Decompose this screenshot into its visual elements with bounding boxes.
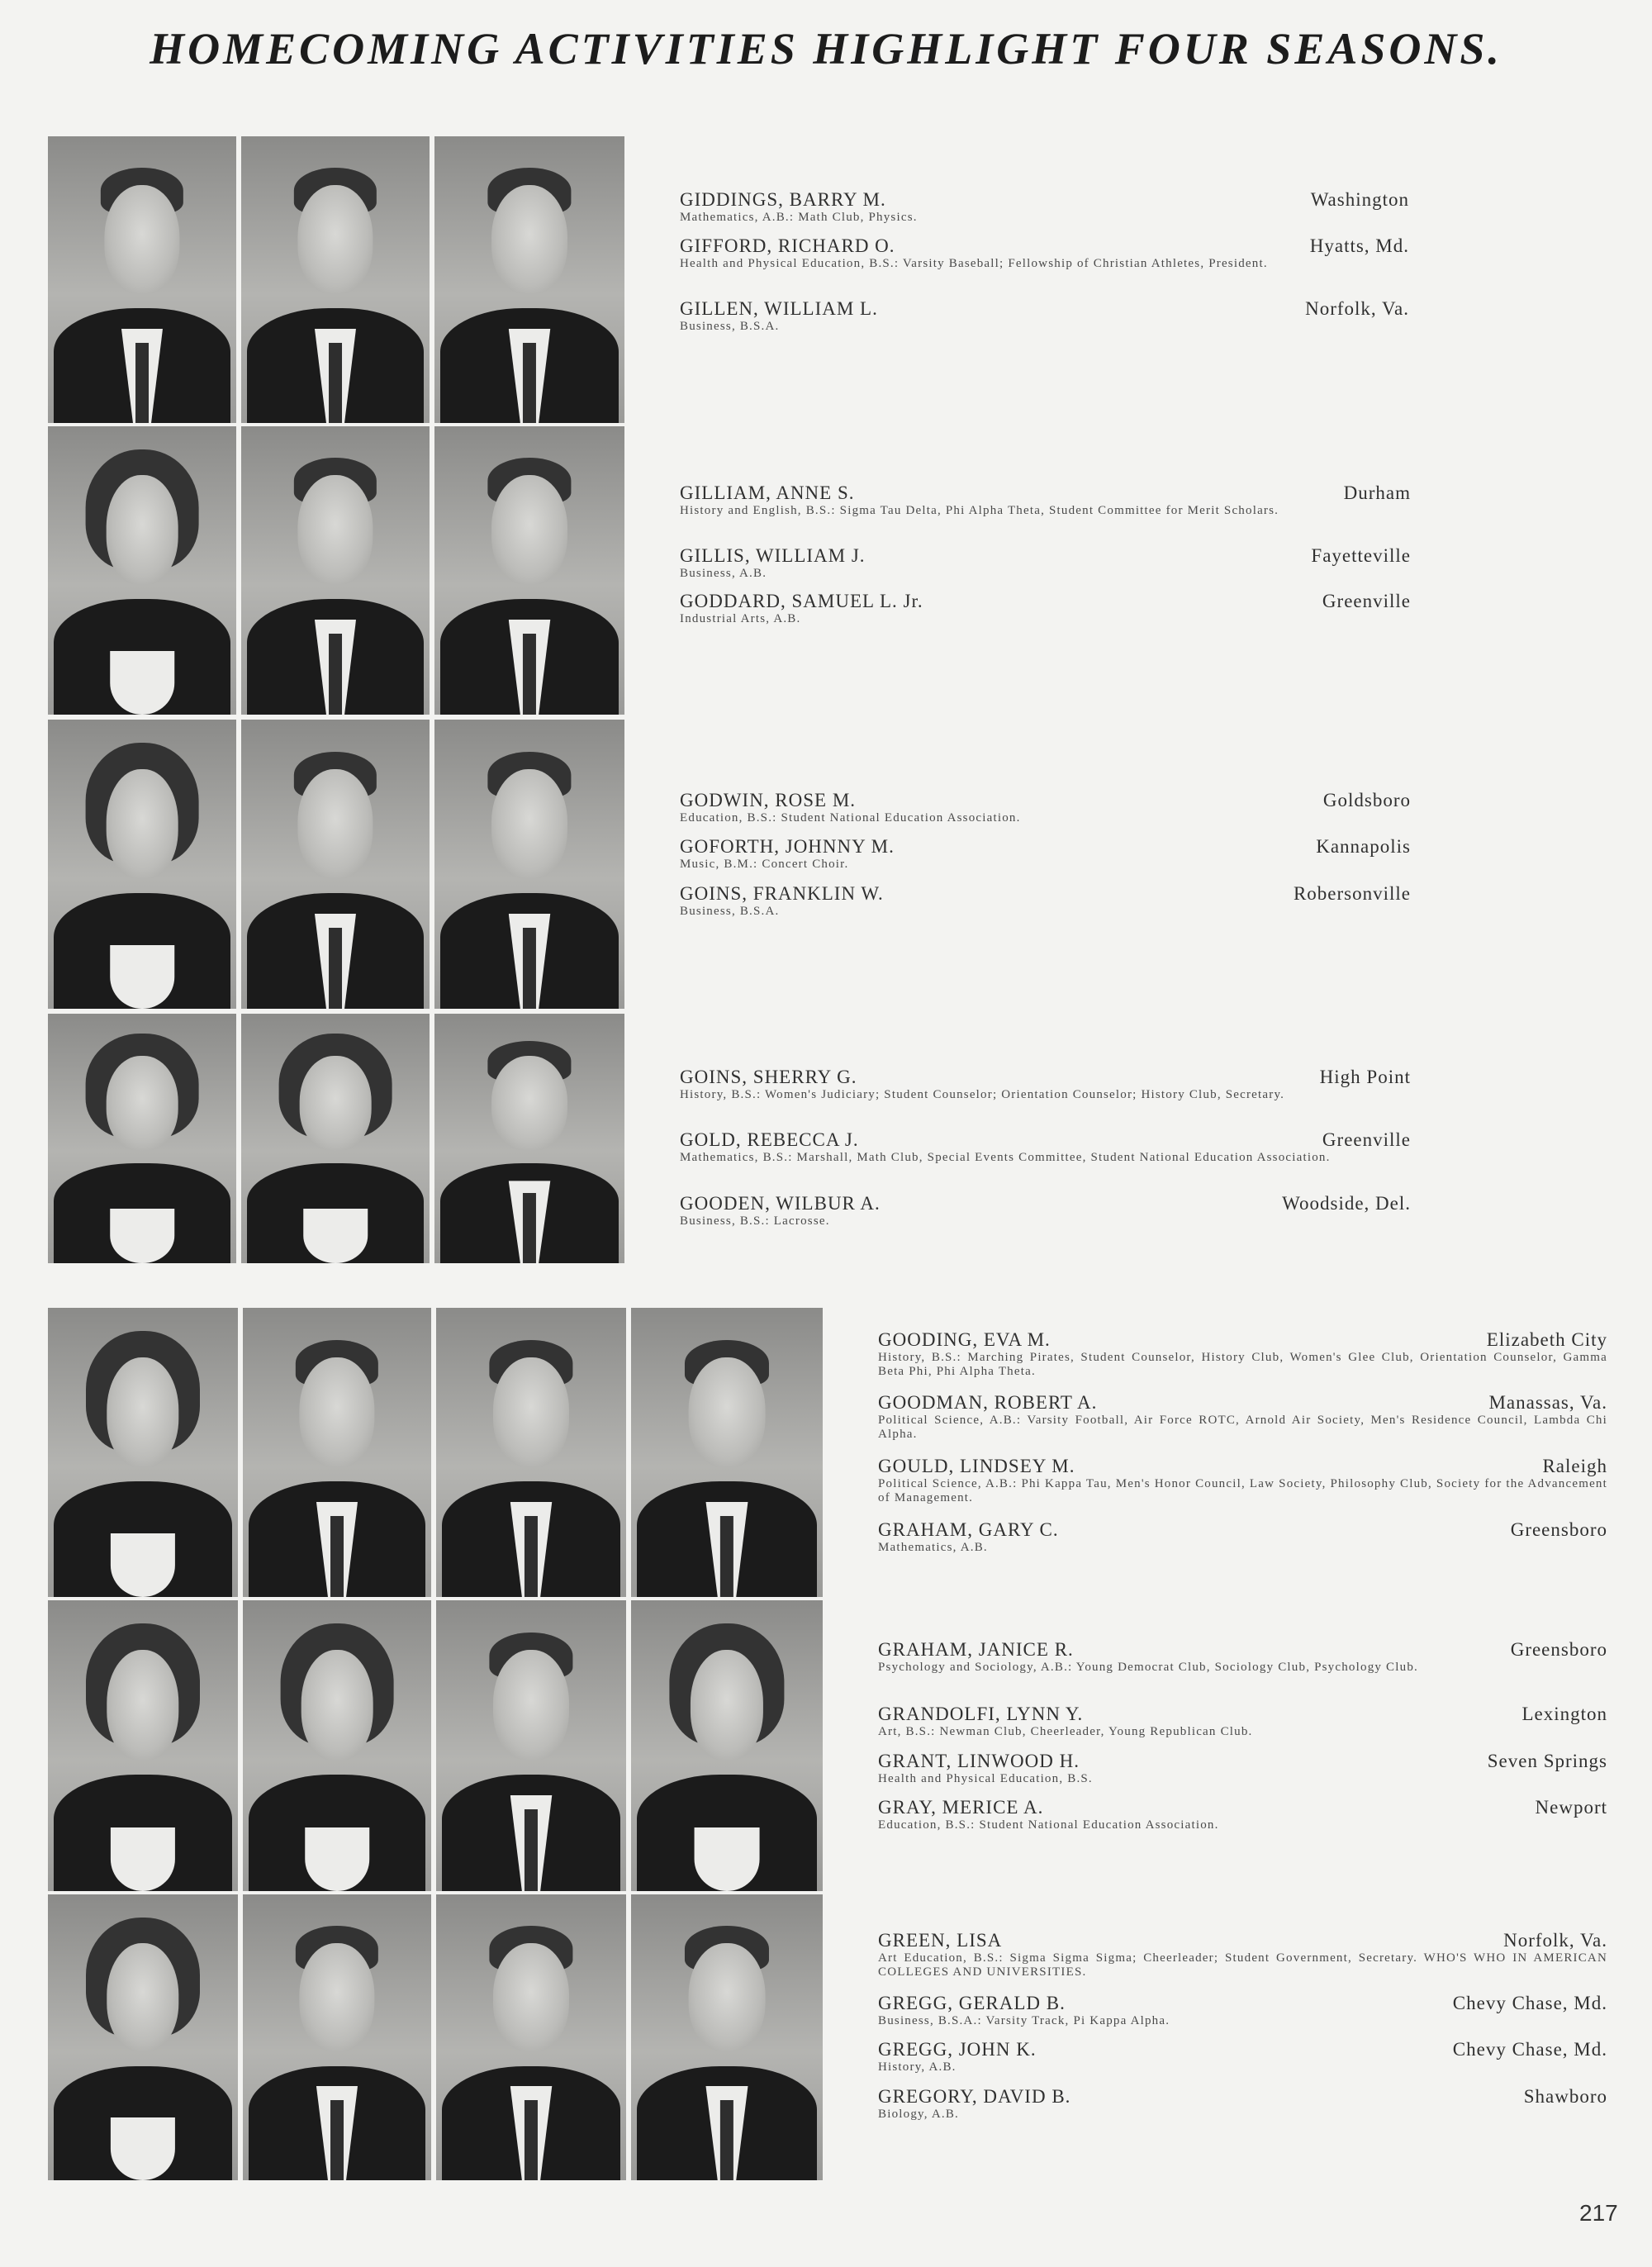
student-name: GREEN, LISA bbox=[878, 1930, 1003, 1951]
portrait-photo bbox=[243, 1308, 431, 1597]
student-name: GOINS, SHERRY G. bbox=[680, 1067, 857, 1087]
portrait-photo bbox=[434, 720, 624, 1009]
student-entry bbox=[878, 1703, 1607, 1742]
student-hometown: Seven Springs bbox=[1487, 1751, 1607, 1771]
student-hometown: Greensboro bbox=[1510, 1639, 1607, 1660]
student-name: GOODMAN, ROBERT A. bbox=[878, 1392, 1098, 1413]
student-entry bbox=[680, 882, 1411, 922]
student-hometown: High Point bbox=[1319, 1067, 1411, 1087]
student-entry bbox=[680, 835, 1411, 875]
student-name: GOULD, LINDSEY M. bbox=[878, 1456, 1075, 1476]
student-entry bbox=[878, 1391, 1607, 1445]
student-entry bbox=[878, 1929, 1607, 1983]
student-name: GODWIN, ROSE M. bbox=[680, 790, 857, 810]
student-details: Mathematics, A.B.: Math Club, Physics. bbox=[680, 211, 918, 224]
portrait-photo bbox=[48, 1894, 238, 2180]
student-entry bbox=[680, 544, 1411, 584]
student-hometown: Durham bbox=[1343, 482, 1411, 503]
student-hometown: Hyatts, Md. bbox=[1309, 235, 1409, 256]
portrait-photo bbox=[631, 1308, 823, 1597]
portrait-photo bbox=[241, 136, 430, 423]
student-entry bbox=[680, 297, 1409, 337]
student-name: GOINS, FRANKLIN W. bbox=[680, 883, 884, 904]
student-entry bbox=[878, 1992, 1607, 2032]
student-details: Political Science, A.B.: Phi Kappa Tau, Men's Honor Council, Law Society, Philosophy Club, Society for the Advancement of Management. bbox=[878, 1477, 1607, 1504]
student-entry bbox=[680, 1066, 1411, 1105]
student-hometown: Fayetteville bbox=[1311, 545, 1411, 566]
portrait-photo bbox=[48, 1014, 236, 1263]
student-details: Business, B.S.A.: Varsity Track, Pi Kappa Alpha. bbox=[878, 2014, 1170, 2027]
portrait-photo bbox=[436, 1308, 626, 1597]
student-details: Business, B.S.: Lacrosse. bbox=[680, 1214, 830, 1228]
portrait-photo bbox=[48, 1308, 238, 1597]
student-details: Health and Physical Education, B.S.: Varsity Baseball; Fellowship of Christian Athletes, President. bbox=[680, 257, 1268, 270]
student-hometown: Chevy Chase, Md. bbox=[1452, 1993, 1607, 2013]
student-hometown: Washington bbox=[1310, 189, 1409, 210]
student-entry bbox=[878, 1796, 1607, 1836]
student-name: GRAHAM, GARY C. bbox=[878, 1519, 1059, 1540]
student-entry bbox=[680, 789, 1411, 829]
student-hometown: Greenville bbox=[1322, 591, 1411, 611]
portrait-photo bbox=[241, 720, 430, 1009]
portrait-photo bbox=[48, 720, 236, 1009]
portrait-photo bbox=[436, 1600, 626, 1891]
student-hometown: Greensboro bbox=[1510, 1519, 1607, 1540]
student-details: Business, B.S.A. bbox=[680, 320, 780, 333]
portrait-photo bbox=[243, 1894, 431, 2180]
student-entry bbox=[878, 2038, 1607, 2078]
student-entry bbox=[878, 1750, 1607, 1789]
portrait-photo bbox=[434, 426, 624, 715]
student-hometown: Norfolk, Va. bbox=[1305, 298, 1409, 319]
student-details: Education, B.S.: Student National Education Association. bbox=[680, 811, 1021, 825]
student-name: GOODING, EVA M. bbox=[878, 1329, 1051, 1350]
student-details: Art, B.S.: Newman Club, Cheerleader, Young Republican Club. bbox=[878, 1725, 1253, 1738]
student-details: Business, A.B. bbox=[680, 567, 767, 580]
student-hometown: Shawboro bbox=[1523, 2086, 1607, 2107]
student-details: Biology, A.B. bbox=[878, 2108, 959, 2121]
student-name: GODDARD, SAMUEL L. Jr. bbox=[680, 591, 923, 611]
student-entry bbox=[680, 482, 1411, 521]
student-entry bbox=[680, 188, 1409, 228]
student-details: History, B.S.: Marching Pirates, Student Counselor, History Club, Women's Glee Club, Orientation Counselor, Gamma Beta Phi, Phi Alpha Theta. bbox=[878, 1351, 1607, 1378]
student-hometown: Robersonville bbox=[1293, 883, 1411, 904]
student-name: GOFORTH, JOHNNY M. bbox=[680, 836, 895, 857]
student-hometown: Goldsboro bbox=[1322, 790, 1411, 810]
student-entry bbox=[680, 590, 1411, 630]
student-hometown: Manassas, Va. bbox=[1488, 1392, 1607, 1413]
student-details: Psychology and Sociology, A.B.: Young Democrat Club, Sociology Club, Psychology Club. bbox=[878, 1661, 1418, 1674]
student-name: GREGORY, DAVID B. bbox=[878, 2086, 1071, 2107]
student-details: History, B.S.: Women's Judiciary; Student Counselor; Orientation Counselor; History Club, Secretary. bbox=[680, 1088, 1285, 1101]
student-details: Industrial Arts, A.B. bbox=[680, 612, 801, 625]
student-hometown: Lexington bbox=[1521, 1704, 1607, 1724]
student-name: GIFFORD, RICHARD O. bbox=[680, 235, 895, 256]
student-entry bbox=[680, 1129, 1411, 1168]
page-number: 217 bbox=[1579, 2200, 1618, 2226]
student-name: GREGG, GERALD B. bbox=[878, 1993, 1066, 2013]
portrait-photo bbox=[631, 1894, 823, 2180]
student-hometown: Chevy Chase, Md. bbox=[1452, 2039, 1607, 2060]
student-hometown: Greenville bbox=[1322, 1129, 1411, 1150]
page-title: HOMECOMING ACTIVITIES HIGHLIGHT FOUR SEASONS. bbox=[150, 24, 1502, 74]
student-entry bbox=[878, 1455, 1607, 1509]
portrait-photo bbox=[243, 1600, 431, 1891]
student-details: Art Education, B.S.: Sigma Sigma Sigma; Cheerleader; Student Government, Secretary. WHO'S WHO IN AMERICAN COLLEGES AND UNIVERSITIES. bbox=[878, 1951, 1607, 1979]
student-entry bbox=[680, 1192, 1411, 1232]
student-details: Business, B.S.A. bbox=[680, 905, 780, 918]
student-hometown: Norfolk, Va. bbox=[1503, 1930, 1607, 1951]
student-name: GILLIAM, ANNE S. bbox=[680, 482, 855, 503]
student-name: GRANT, LINWOOD H. bbox=[878, 1751, 1080, 1771]
student-hometown: Newport bbox=[1535, 1797, 1607, 1818]
student-name: GIDDINGS, BARRY M. bbox=[680, 189, 886, 210]
student-name: GRANDOLFI, LYNN Y. bbox=[878, 1704, 1084, 1724]
student-name: GRAY, MERICE A. bbox=[878, 1797, 1044, 1818]
student-hometown: Woodside, Del. bbox=[1282, 1193, 1411, 1214]
student-details: History, A.B. bbox=[878, 2060, 957, 2074]
portrait-photo bbox=[631, 1600, 823, 1891]
portrait-photo bbox=[434, 1014, 624, 1263]
student-name: GILLIS, WILLIAM J. bbox=[680, 545, 866, 566]
portrait-photo bbox=[436, 1894, 626, 2180]
portrait-photo bbox=[241, 1014, 430, 1263]
student-name: GREGG, JOHN K. bbox=[878, 2039, 1037, 2060]
student-entry bbox=[878, 1638, 1607, 1678]
student-entry bbox=[878, 1328, 1607, 1382]
student-entry bbox=[680, 235, 1409, 274]
student-details: Mathematics, A.B. bbox=[878, 1541, 988, 1554]
portrait-photo bbox=[48, 426, 236, 715]
student-name: GILLEN, WILLIAM L. bbox=[680, 298, 878, 319]
student-entry bbox=[878, 1518, 1607, 1558]
student-name: GRAHAM, JANICE R. bbox=[878, 1639, 1074, 1660]
student-details: History and English, B.S.: Sigma Tau Delta, Phi Alpha Theta, Student Committee for Merit Scholars. bbox=[680, 504, 1279, 517]
portrait-photo bbox=[48, 136, 236, 423]
student-name: GOODEN, WILBUR A. bbox=[680, 1193, 881, 1214]
portrait-photo bbox=[434, 136, 624, 423]
student-hometown: Elizabeth City bbox=[1486, 1329, 1607, 1350]
student-details: Health and Physical Education, B.S. bbox=[878, 1772, 1093, 1785]
student-details: Mathematics, B.S.: Marshall, Math Club, Special Events Committee, Student National Education Association. bbox=[680, 1151, 1331, 1164]
student-details: Political Science, A.B.: Varsity Football, Air Force ROTC, Arnold Air Society, Men's Residence Council, Lambda Chi Alpha. bbox=[878, 1414, 1607, 1441]
student-details: Music, B.M.: Concert Choir. bbox=[680, 858, 849, 871]
student-name: GOLD, REBECCA J. bbox=[680, 1129, 859, 1150]
student-hometown: Kannapolis bbox=[1316, 836, 1411, 857]
student-hometown: Raleigh bbox=[1542, 1456, 1607, 1476]
portrait-photo bbox=[241, 426, 430, 715]
portrait-photo bbox=[48, 1600, 238, 1891]
student-details: Education, B.S.: Student National Education Association. bbox=[878, 1818, 1219, 1832]
student-entry bbox=[878, 2085, 1607, 2125]
